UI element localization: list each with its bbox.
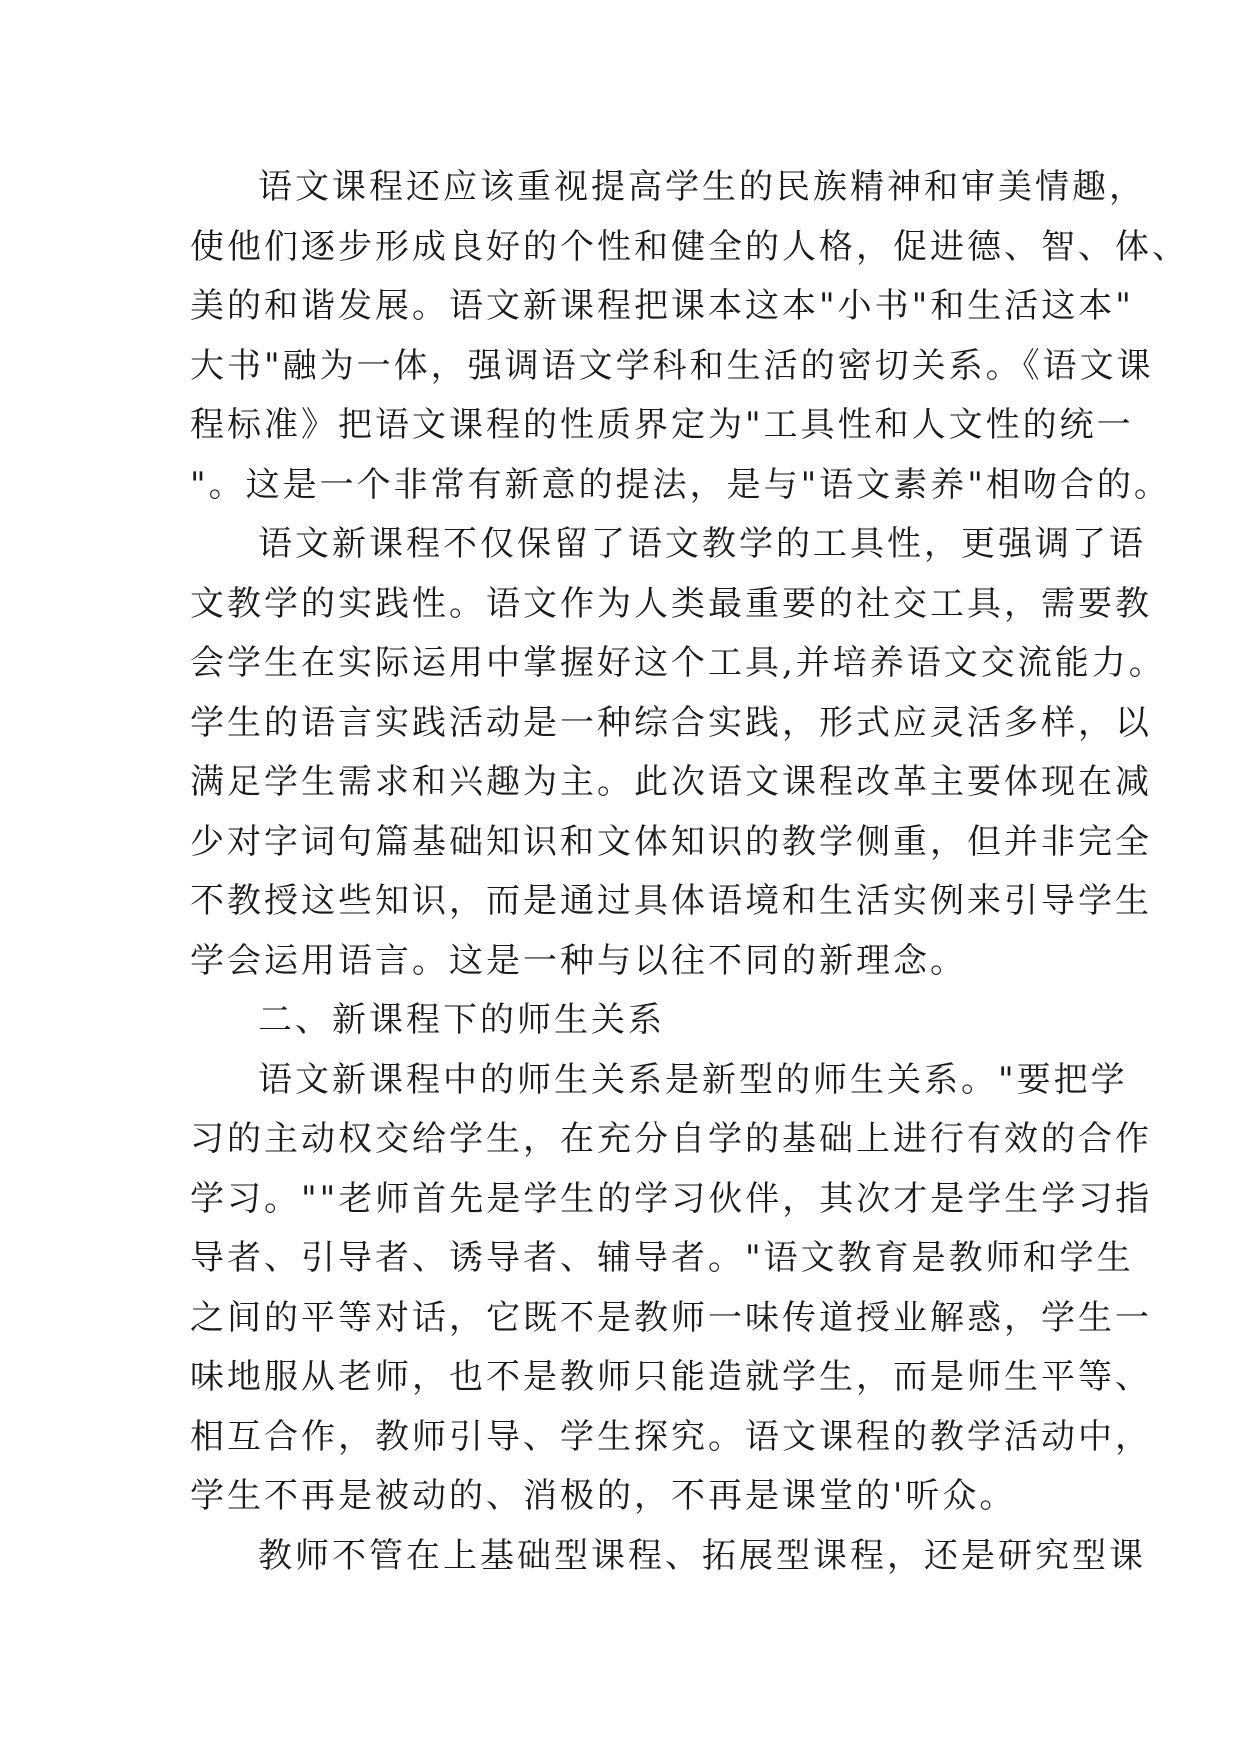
text-line: 程标准》把语文课程的性质界定为"工具性和人文性的统一	[190, 405, 1134, 445]
text-line: 学会运用语言。这是一种与以往不同的新理念。	[190, 940, 967, 981]
text-line: 学生不再是被动的、消极的，不再是课堂的'听众。	[190, 1476, 1017, 1516]
text-line: 不教授这些知识，而是通过具体语境和生活实例来引导学生	[190, 881, 1152, 921]
text-line: 味地服从老师，也不是教师只能造就学生，而是师生平等、	[190, 1357, 1152, 1397]
text-line: 习的主动权交给学生，在充分自学的基础上进行有效的合作	[190, 1119, 1152, 1159]
text-line: 语文新课程中的师生关系是新型的师生关系。"要把学	[258, 1059, 1128, 1100]
text-line: 满足学生需求和兴趣为主。此次语文课程改革主要体现在减	[190, 762, 1152, 802]
document-body	[190, 158, 1189, 1586]
text-line: 美的和谐发展。语文新课程把课本这本"小书"和生活这本"	[190, 286, 1134, 326]
text-line: 使他们逐步形成良好的个性和健全的人格，促进德、智、体、	[190, 226, 1189, 267]
text-line: 相互合作，教师引导、学生探究。语文课程的教学活动中，	[190, 1416, 1152, 1457]
text-line: 之间的平等对话，它既不是教师一味传道授业解惑，学生一	[190, 1297, 1152, 1338]
text-line: 大书"融为一体，强调语文学科和生活的密切关系。《语文课	[190, 345, 1154, 386]
text-line: 学生的语言实践活动是一种综合实践，形式应灵活多样，以	[190, 702, 1152, 743]
text-line: 语文新课程不仅保留了语文教学的工具性，更强调了语	[258, 524, 1146, 564]
text-line: "。这是一个非常有新意的提法，是与"语文素养"相吻合的。	[190, 464, 1171, 505]
text-line: 学习。""老师首先是学生的学习伙伴，其次才是学生学习指	[190, 1178, 1153, 1219]
section-heading: 二、新课程下的师生关系	[258, 1000, 665, 1040]
text-line: 语文课程还应该重视提高学生的民族精神和审美情趣，	[258, 167, 1146, 207]
text-line: 少对字词句篇基础知识和文体知识的教学侧重，但并非完全	[190, 821, 1152, 862]
text-line: 导者、引导者、诱导者、辅导者。"语文教育是教师和学生	[190, 1238, 1134, 1278]
text-line: 会学生在实际运用中掌握好这个工具,并培养语文交流能力。	[190, 643, 1166, 683]
text-line: 教师不管在上基础型课程、拓展型课程，还是研究型课	[258, 1535, 1146, 1576]
text-line: 文教学的实践性。语文作为人类最重要的社交工具，需要教	[190, 583, 1152, 624]
